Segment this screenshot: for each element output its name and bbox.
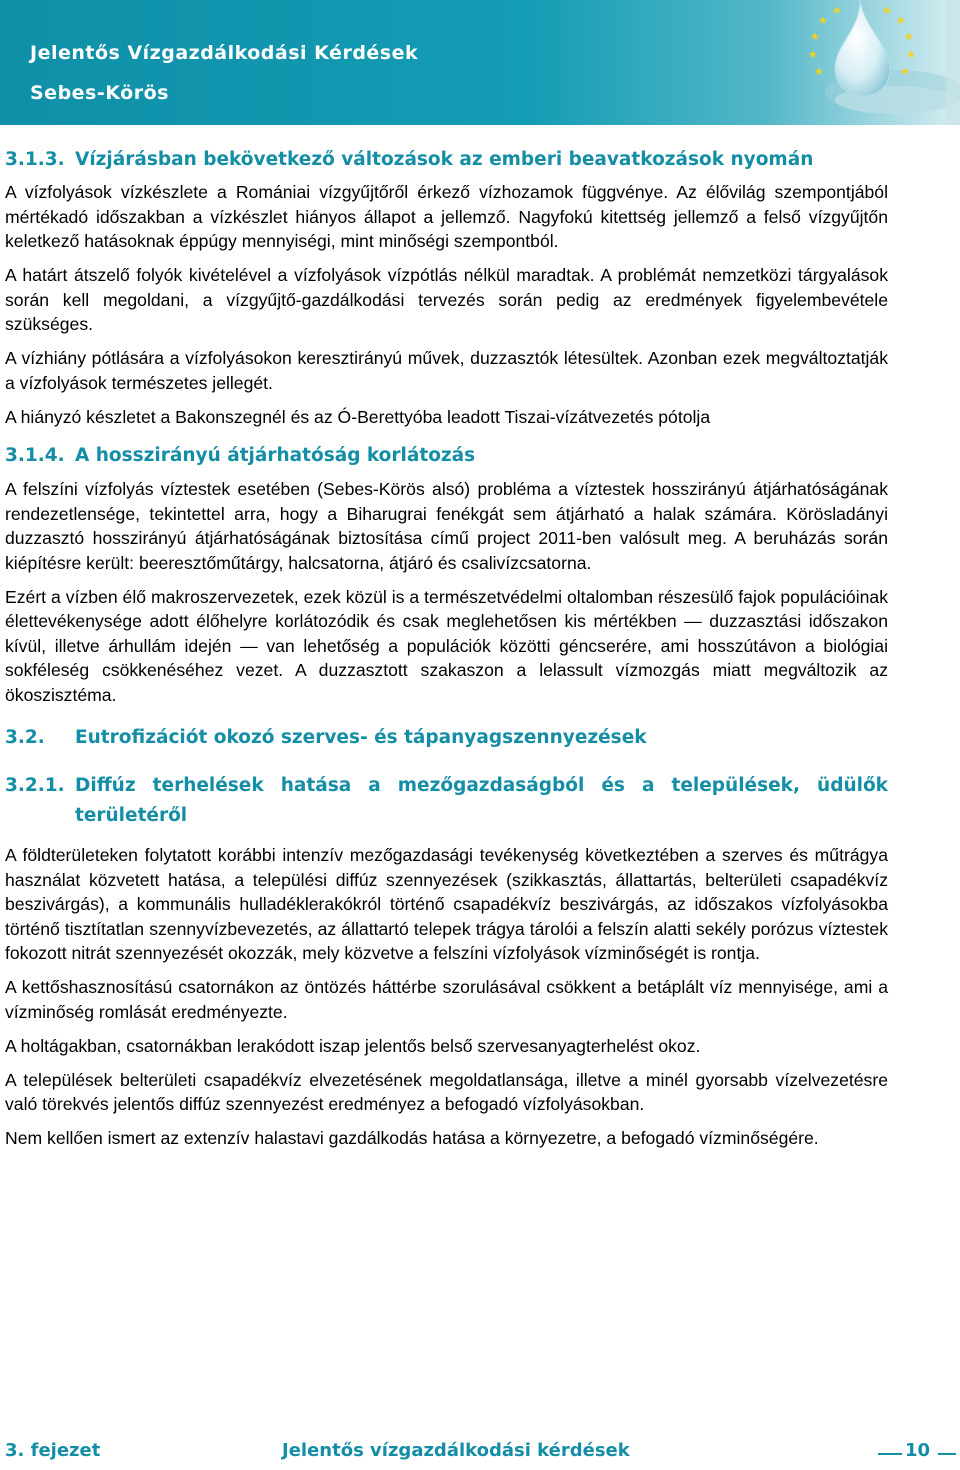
- footer-dash-right: [938, 1453, 956, 1455]
- paragraph: Ezért a vízben élő makroszervezetek, ezek közül is a természetvédelmi oltalomban részesülő fajok populációinak élettevékenysége adott élőhelyre korlátozódik és csak meglehetősen kis mértékben — duzzasztási időszakon kívül, illetve árhullám idején — van lehetőség a populációk közötti géncserére, ami hosszútávon a biológiai sokféleség csökkenéséhez vezet. A duzzasztott szakaszon a lelassult vízmozgás miatt megváltozik az ökoszisztéma.: [5, 586, 888, 705]
- page-header: [0, 0, 960, 125]
- svg-text:★: ★: [900, 65, 910, 78]
- paragraph: A felszíni vízfolyás víztestek esetében (Sebes-Körös alsó) probléma a víztestek hosszirányú átjárhatóságának rendezetlensége, tekintettel arra, hogy a Biharugrai fenékgát sem átjárható a halak számára. Körösladányi duzzasztó hosszirányú átjárhatóságának biztosítása című project 2011-ben valósult meg. A beruházás során kiépítésre került: beeresztőműtárgy, halcsatorna, átjáró és csalivízcsatorna.: [5, 479, 888, 573]
- section-heading-3-1-4: [5, 441, 888, 471]
- svg-text:★: ★: [814, 65, 824, 78]
- svg-text:★: ★: [906, 48, 916, 61]
- svg-text:★: ★: [832, 4, 842, 17]
- section-title: Diffúz terhelések hatása a mezőgazdaságból és a települések, üdülők területéről: [75, 775, 888, 826]
- footer-chapter: 3. fejezet: [5, 1440, 101, 1461]
- svg-text:★: ★: [882, 4, 892, 17]
- document-body: [5, 143, 888, 1160]
- paragraph: A települések belterületi csapadékvíz elvezetésének megoldatlansága, illetve a minél gyorsabb vízelvezetésre való törekvés jelentős diffúz szennyezést eredményez a befogadó vízfolyásokban.: [5, 1069, 888, 1114]
- footer-dash-left: [878, 1453, 902, 1455]
- section-number: 3.2.: [5, 727, 45, 748]
- paragraph: A földterületeken folytatott korábbi intenzív mezőgazdasági tevékenység következtében a szerves és műtrágya használat közvetett hatása, a települési diffúz szennyezések (szikkasztás, állattartás, belterületi csapadékvíz beszivárgás), a kommunális hulladéklerakókról történő csapadékvíz beszivárgás, az időszakos vízfolyásokba történő tisztítatlan szennyvízbevezetés, az állattartó telepek trágya tárolói a felszín alatti sekély porózus víztestek fokozott nitrát szennyezését okozzák, mely közvetve a felszíni vízfolyások vízminőségét is rontja.: [5, 845, 888, 963]
- paragraph: A határt átszelő folyók kivételével a vízfolyások vízpótlás nélkül maradtak. A problémát nemzetközi tárgyalások során kell megoldani, a vízgyűjtő-gazdálkodási tervezés során pedig az eredmények figyelembevétele szükséges.: [5, 265, 888, 334]
- section-title: Eutrofizációt okozó szerves- és tápanyagszennyezések: [75, 727, 647, 748]
- page-number: 10: [905, 1440, 931, 1461]
- paragraph: A vízhiány pótlására a vízfolyásokon keresztirányú művek, duzzasztók létesültek. Azonban ezek megváltoztatják a vízfolyások természetes jellegét.: [5, 348, 888, 393]
- section-heading-3-2-1: [5, 771, 888, 831]
- section-number: 3.1.4.: [5, 445, 65, 466]
- section-number: 3.2.1.: [5, 775, 65, 796]
- page-footer: [0, 1440, 960, 1470]
- footer-title: Jelentős vízgazdálkodási kérdések: [282, 1440, 630, 1461]
- section-heading-3-2: [5, 723, 888, 753]
- header-subtitle: Sebes-Körös: [30, 82, 169, 104]
- svg-text:★: ★: [810, 30, 820, 43]
- svg-text:★: ★: [904, 30, 914, 43]
- svg-text:★: ★: [808, 48, 818, 61]
- water-drop-eu-stars-logo-icon: [800, 0, 960, 125]
- svg-text:★: ★: [818, 14, 828, 27]
- paragraph: A holtágakban, csatornákban lerakódott iszap jelentős belső szervesanyagterhelést okoz.: [5, 1035, 701, 1056]
- header-title: Jelentős Vízgazdálkodási Kérdések: [30, 42, 419, 64]
- paragraph: A kettőshasznosítású csatornákon az öntözés háttérbe szorulásával csökkent a betáplált víz mennyisége, ami a vízminőség romlását eredményezte.: [5, 977, 888, 1022]
- svg-text:★: ★: [896, 14, 906, 27]
- section-title: A hosszirányú átjárhatóság korlátozás: [75, 445, 476, 466]
- section-title: Vízjárásban bekövetkező változások az emberi beavatkozások nyomán: [75, 149, 814, 170]
- paragraph: Nem kellően ismert az extenzív halastavi gazdálkodás hatása a környezetre, a befogadó vízminőségére.: [5, 1128, 819, 1148]
- paragraph: A hiányzó készletet a Bakonszegnél és az Ó-Berettyóba leadott Tiszai-vízátvezetés pótolja: [5, 406, 711, 427]
- paragraph: A vízfolyások vízkészlete a Romániai vízgyűjtőről érkező vízhozamok függvénye. Az élővilág szempontjából mértékadó időszakban a vízkészlet hiányos állapot a jellemző. Nagyfokú kitettség jellemző a felső vízgyűjtőn keletkező hatásoknak éppúgy mennyiségi, mint minőségi szempontból.: [5, 182, 888, 251]
- section-number: 3.1.3.: [5, 149, 65, 170]
- section-heading-3-1-3: [5, 145, 888, 175]
